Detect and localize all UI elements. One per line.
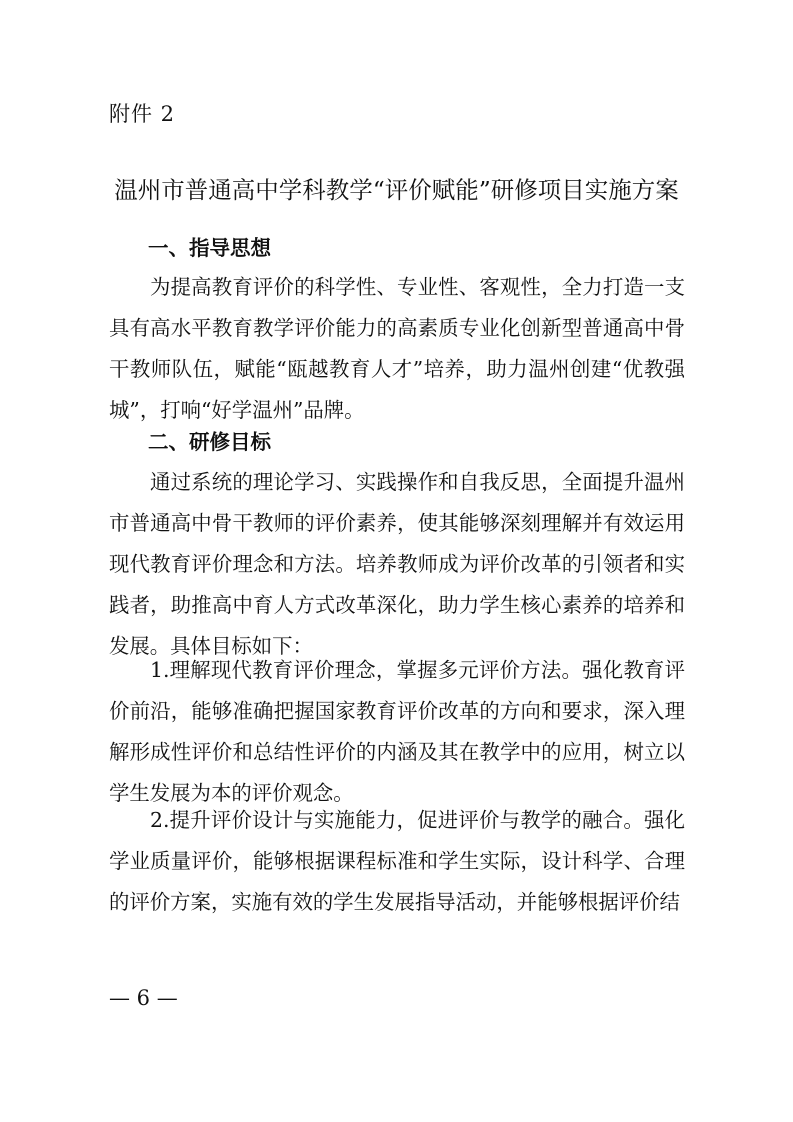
section-heading-training-goals: 二、研修目标 <box>148 430 271 454</box>
paragraph-training-goals-intro: 通过系统的理论学习、实践操作和自我反思，全面提升温州市普通高中骨干教师的评价素养，使其能够深刻理解并有效运用现代教育评价理念和方法。培养教师成为评价改革的引领者和实践者，助推高中育人方式改革深化，助力学生核心素养的培养和发展。具体目标如下： <box>109 470 685 658</box>
page-number: — 6 — <box>109 986 178 1010</box>
paragraph-goal-2: 2.提升评价设计与实施能力，促进评价与教学的融合。强化学业质量评价，能够根据课程标准和学生实际，设计科学、合理的评价方案，实施有效的学生发展指导活动，并能够根据评价结 <box>109 808 685 914</box>
section-heading-guiding-thought: 一、指导思想 <box>148 236 271 260</box>
document-title: 温州市普通高中学科教学“评价赋能”研修项目实施方案 <box>114 176 679 204</box>
attachment-label: 附件 2 <box>109 102 176 126</box>
paragraph-goal-1: 1.理解现代教育评价理念，掌握多元评价方法。强化教育评价前沿，能够准确把握国家教育评价改革的方向和要求，深入理解形成性评价和总结性评价的内涵及其在教学中的应用，树立以学生发展为本的评价观念。 <box>109 658 685 805</box>
paragraph-guiding-thought: 为提高教育评价的科学性、专业性、客观性，全力打造一支具有高水平教育教学评价能力的高素质专业化创新型普通高中骨干教师队伍，赋能“瓯越教育人才”培养，助力温州创建“优教强城”，打响“好学温州”品牌。 <box>109 275 685 422</box>
